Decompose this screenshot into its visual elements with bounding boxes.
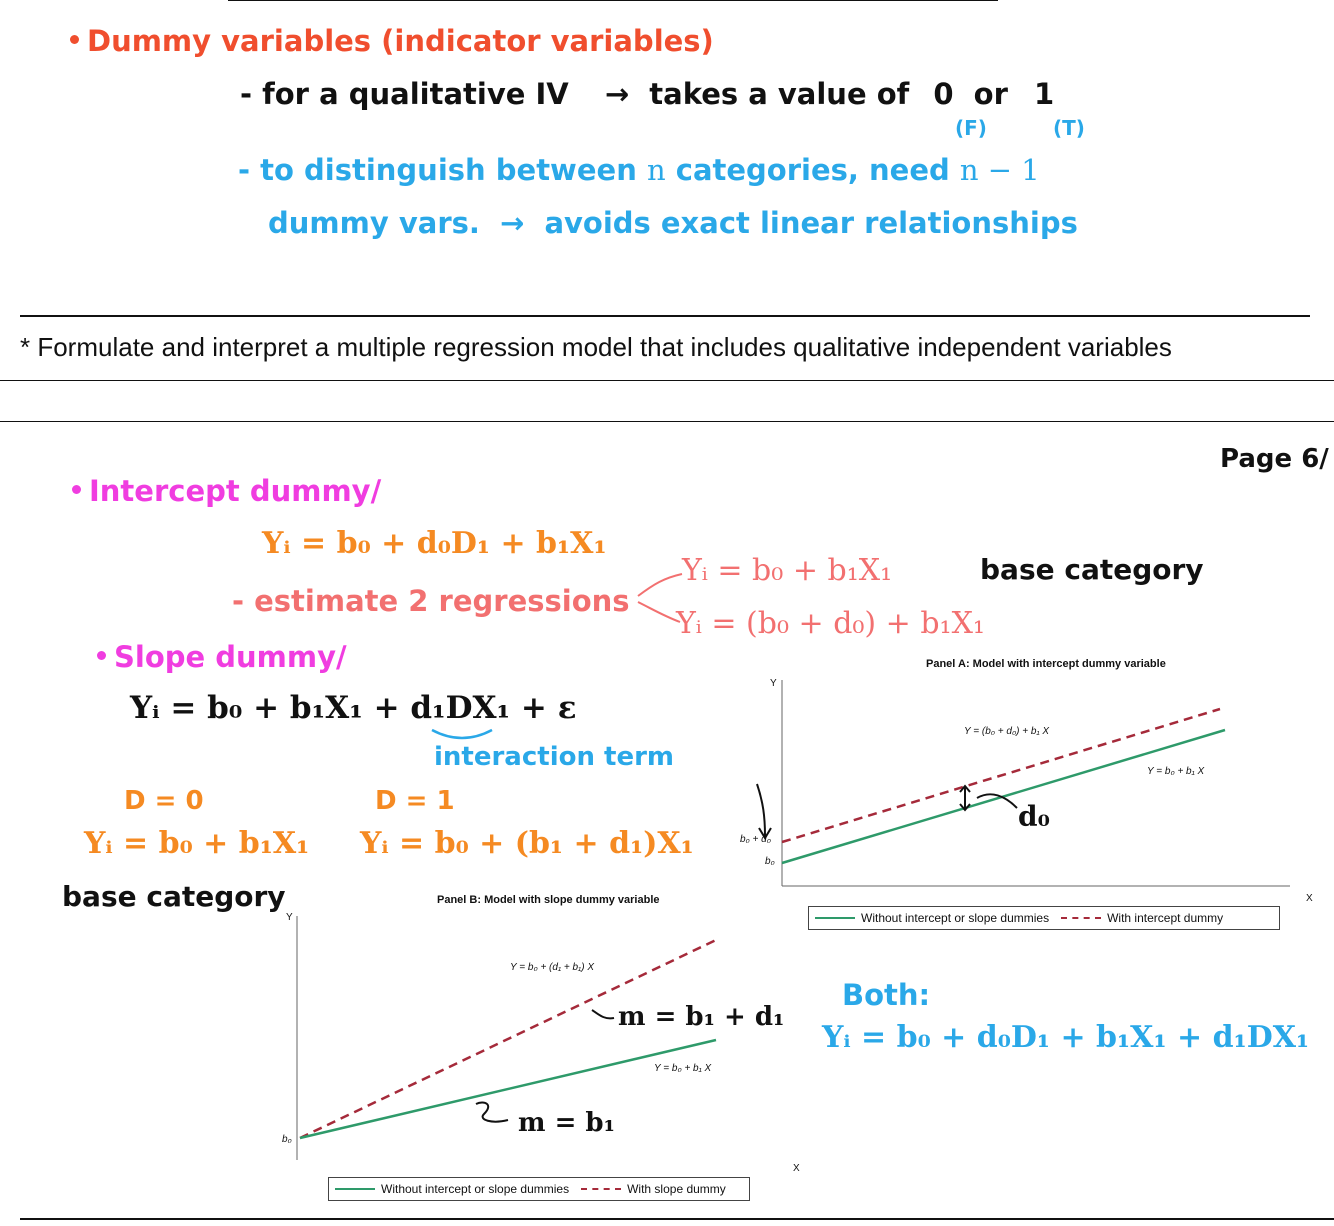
qualitative-iv-line: - for a qualitative IV → takes a value of 0 or 1 — [240, 77, 1055, 111]
objective-top-rule — [20, 315, 1310, 317]
m-solid-pointer — [476, 1102, 508, 1121]
legend-solid-swatch — [815, 917, 855, 919]
d-one-label: D = 1 — [375, 786, 455, 816]
objective-bottom-rule — [0, 380, 1334, 381]
panel-b-legend — [328, 1177, 750, 1201]
dummy-variables-heading: Dummy variables (indicator variables) — [87, 24, 714, 58]
categories-line: - to distinguish between n categories, need n − 1 — [238, 153, 1040, 187]
panel-a-b0-tick: b₀ — [765, 856, 775, 867]
top-rule — [228, 0, 998, 1]
legend-dash-item: With slope dummy — [581, 1182, 726, 1196]
d-zero-label: D = 0 — [124, 786, 204, 816]
legend-dash-item: With intercept dummy — [1061, 911, 1223, 925]
m-dashed-annotation: m = b₁ + d₁ — [618, 1002, 785, 1032]
slope-dummy-heading: Slope dummy/ — [114, 640, 347, 674]
interaction-term-label: interaction term — [434, 742, 675, 772]
dummy-variables-bullet — [70, 24, 714, 58]
intercept-equation: Yᵢ = b₀ + d₀D₁ + b₁X₁ — [262, 526, 607, 561]
panel-b-dashed-label: Y = b₀ + (d₁ + b₁) X — [510, 962, 594, 973]
panel-a-chart — [735, 676, 1295, 906]
panel-a-x-label: X — [1306, 893, 1313, 904]
regression-base: Yᵢ = b₀ + b₁X₁ — [682, 553, 893, 588]
bullet-dot — [72, 485, 81, 494]
legend-dash-swatch — [581, 1188, 621, 1190]
double-arrow-icon — [960, 786, 970, 810]
true-label: (T) — [1053, 116, 1085, 140]
panel-b-solid-label: Y = b₀ + b₁ X — [654, 1063, 712, 1074]
d-one-equation: Yᵢ = b₀ + (b₁ + d₁)X₁ — [360, 826, 694, 861]
panel-a-y-label: Y — [770, 678, 777, 689]
false-label: (F) — [955, 116, 987, 140]
panel-b-b0-tick: b₀ — [282, 1134, 292, 1145]
learning-objective: * Formulate and interpret a multiple regression model that includes qualitative independent variables — [20, 332, 1172, 362]
panel-a-solid-label: Y = b₀ + b₁ X — [1147, 766, 1205, 777]
panel-a-solid-line — [782, 730, 1225, 863]
avoids-line: dummy vars. → avoids exact linear relationships — [268, 206, 1078, 240]
d0-annotation: d₀ — [1018, 800, 1050, 833]
legend-solid-item: Without intercept or slope dummies — [815, 911, 1049, 925]
panel-b-solid-line — [300, 1040, 716, 1138]
slope-equation: Yᵢ = b₀ + b₁X₁ + d₁DX₁ + ε — [130, 690, 577, 726]
panel-a-dashed-label: Y = (b₀ + d₀) + b₁ X — [964, 726, 1050, 737]
panel-b-dashed-line — [300, 940, 716, 1138]
d0-pointer — [977, 794, 1017, 808]
panel-a-title: Panel A: Model with intercept dummy variable — [926, 658, 1166, 670]
panel-b-x-label: X — [793, 1163, 800, 1174]
legend-dash-swatch — [1061, 917, 1101, 919]
m-solid-annotation: m = b₁ — [518, 1108, 615, 1138]
both-equation: Yᵢ = b₀ + d₀D₁ + b₁X₁ + d₁DX₁ — [822, 1020, 1310, 1055]
down-arrow-icon — [757, 784, 771, 838]
legend-solid-swatch — [335, 1188, 375, 1190]
panel-b-y-label: Y — [286, 912, 293, 923]
intercept-dummy-heading: Intercept dummy/ — [89, 474, 382, 508]
bullet-dot — [97, 651, 106, 660]
slope-dummy-bullet — [97, 640, 347, 674]
bullet-dot — [70, 35, 79, 44]
legend-solid-item: Without intercept or slope dummies — [335, 1182, 569, 1196]
panel-b-title: Panel B: Model with slope dummy variable — [437, 894, 660, 906]
panel-a-b0d0-tick: b₀ + d₀ — [740, 834, 771, 845]
arrow-icon: → — [500, 206, 525, 240]
base-category-label: base category — [980, 553, 1204, 586]
estimate-two-regressions: - estimate 2 regressions — [232, 584, 630, 618]
panel-a-legend — [808, 906, 1280, 930]
slope-base-category-label: base category — [62, 880, 286, 913]
arrow-icon: → — [604, 77, 630, 111]
page-bottom-rule — [20, 1218, 1334, 1220]
m-dashed-pointer — [592, 1010, 614, 1018]
page-top-rule — [0, 421, 1334, 422]
regression-dummy: Yᵢ = (b₀ + d₀) + b₁X₁ — [676, 606, 985, 641]
d-zero-equation: Yᵢ = b₀ + b₁X₁ — [84, 826, 310, 861]
page-label: Page 6/ — [1220, 444, 1329, 474]
both-heading: Both: — [842, 978, 931, 1012]
intercept-dummy-bullet — [72, 474, 381, 508]
